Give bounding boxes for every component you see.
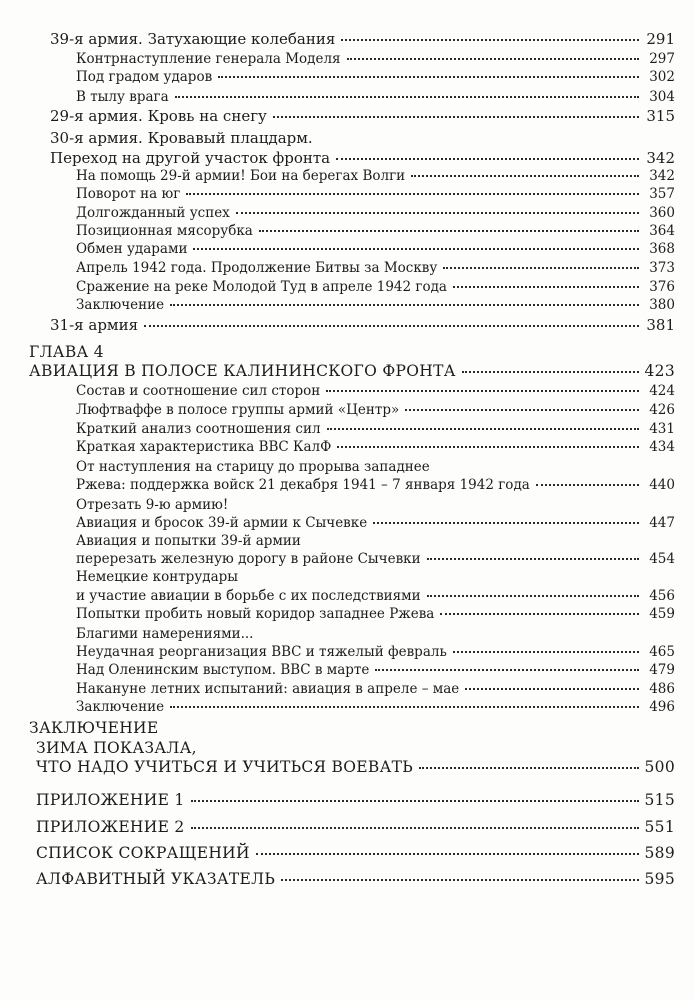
- toc-entry-page: 589: [644, 844, 675, 862]
- toc-entry: [76, 299, 675, 313]
- toc-entry-page: 595: [644, 870, 675, 888]
- dot-leader: [186, 193, 639, 195]
- dot-leader: [236, 212, 639, 214]
- toc-entry: [76, 701, 675, 715]
- dot-leader: [427, 595, 639, 597]
- toc-entry: [36, 846, 675, 862]
- dot-leader: [326, 390, 639, 392]
- toc-entry: [76, 71, 675, 85]
- dot-leader: [191, 800, 639, 802]
- dot-leader: [170, 304, 639, 306]
- toc-entry-title: Неудачная реорганизация ВВС и тяжелый февраль: [76, 644, 447, 660]
- dot-leader: [336, 158, 639, 160]
- dot-leader: [341, 39, 639, 41]
- toc-entry: [76, 243, 675, 257]
- toc-entry: [76, 404, 675, 418]
- toc-entry-title: Состав и соотношение сил сторон: [76, 383, 321, 399]
- toc-entry-title: 29-я армия. Кровь на снегу: [50, 107, 267, 125]
- dot-leader: [170, 706, 639, 708]
- dot-leader: [465, 688, 639, 690]
- toc-entry: [76, 479, 675, 493]
- toc-entry-page: 456: [649, 588, 675, 604]
- toc-entry-title: АВИАЦИЯ В ПОЛОСЕ КАЛИНИНСКОГО ФРОНТА: [29, 362, 456, 380]
- toc-entry: [76, 53, 675, 67]
- toc-entry: [50, 109, 675, 124]
- toc-entry-page: 423: [644, 362, 675, 380]
- toc-entry-title: ЗИМА ПОКАЗАЛА,: [36, 739, 197, 757]
- toc-entry-title: Краткий анализ соотношения сил: [76, 421, 321, 437]
- toc-entry-title: От наступления на старицу до прорыва западнее: [76, 459, 430, 475]
- toc-entry: [76, 683, 675, 697]
- toc-entry: [36, 760, 675, 776]
- dot-leader: [259, 230, 639, 232]
- toc-entry-page: 304: [649, 89, 675, 105]
- toc-entry-page: 302: [649, 69, 675, 85]
- toc-entry-title: Переход на другой участок фронта: [50, 149, 331, 167]
- dot-leader: [337, 446, 639, 448]
- toc-entry-title: 31-я армия: [50, 316, 139, 334]
- toc-entry-page: 380: [649, 297, 675, 313]
- toc-entry-title: Ржева: поддержка войск 21 декабря 1941 – 7 января 1942 года: [76, 477, 530, 493]
- toc-entry-title: ПРИЛОЖЕНИЕ 1: [36, 791, 185, 809]
- toc-entry-page: 424: [649, 383, 675, 399]
- toc-entry-page: 373: [649, 260, 675, 276]
- toc-entry-page: 434: [649, 439, 675, 455]
- toc-entry-title: Апрель 1942 года. Продолжение Битвы за Москву: [76, 260, 438, 276]
- toc-entry-page: 515: [644, 791, 675, 809]
- dot-leader: [405, 409, 639, 411]
- toc-entry-page: 381: [646, 316, 675, 334]
- dot-leader: [419, 767, 639, 769]
- toc-entry-title: 30-я армия. Кровавый плацдарм.: [50, 129, 313, 147]
- dot-leader: [175, 96, 639, 98]
- toc-entry-title: Позиционная мясорубка: [76, 223, 253, 239]
- toc-entry-title: Авиация и попытки 39-й армии: [76, 533, 301, 549]
- dot-leader: [375, 669, 639, 671]
- toc-entry: [76, 664, 675, 678]
- toc-entry-page: 342: [649, 168, 675, 184]
- toc-entry-title: Благими намерениями...: [76, 626, 254, 642]
- toc-entry-title: Сражение на реке Молодой Туд в апреле 1942 года: [76, 279, 447, 295]
- dot-leader: [347, 58, 639, 60]
- dot-leader: [443, 267, 639, 269]
- toc-entry-page: 459: [649, 606, 675, 622]
- toc-entry-title: Обмен ударами: [76, 241, 188, 257]
- toc-entry: [76, 590, 675, 604]
- toc-entry: [50, 318, 675, 333]
- toc-entry: [76, 517, 675, 531]
- toc-entry-page: 291: [646, 30, 675, 48]
- toc-entry-title: Попытки пробить новый коридор западнее Ржева: [76, 606, 435, 622]
- dot-leader: [440, 613, 639, 615]
- dot-leader: [281, 879, 639, 881]
- toc-entry-title: На помощь 29-й армии! Бои на берегах Волги: [76, 168, 406, 184]
- dot-leader: [536, 484, 639, 486]
- toc-entry-title: Заключение: [76, 297, 165, 313]
- toc-entry: [36, 872, 675, 888]
- toc-entry-title: Контрнаступление генерала Моделя: [76, 51, 341, 67]
- toc-entry-title: Краткая характеристика ВВС КалФ: [76, 439, 332, 455]
- toc-entry-title: ЗАКЛЮЧЕНИЕ: [29, 719, 159, 737]
- toc-entry: [76, 91, 675, 105]
- toc-entry-page: 500: [644, 758, 675, 776]
- toc-entry-page: 447: [649, 515, 675, 531]
- toc-entry-page: 364: [649, 223, 675, 239]
- toc-entry: [76, 553, 675, 567]
- dot-leader: [462, 371, 639, 373]
- toc-entry-title: Заключение: [76, 699, 165, 715]
- toc-entry-page: 376: [649, 279, 675, 295]
- toc-entry-title: СПИСОК СОКРАЩЕНИЙ: [36, 844, 250, 862]
- toc-entry-page: 486: [649, 681, 675, 697]
- toc-entry: [76, 170, 675, 184]
- dot-leader: [373, 522, 639, 524]
- toc-entry: [76, 423, 675, 437]
- toc-entry-page: 551: [644, 818, 675, 836]
- dot-leader: [453, 286, 639, 288]
- toc-entry: [76, 262, 675, 276]
- toc-entry: [76, 385, 675, 399]
- dot-leader: [411, 175, 639, 177]
- toc-entry-page: 465: [649, 644, 675, 660]
- toc-entry-page: 454: [649, 551, 675, 567]
- toc-entry-title: Под градом ударов: [76, 69, 213, 85]
- toc-entry: [29, 364, 675, 380]
- dot-leader: [453, 651, 639, 653]
- toc-entry-page: 426: [649, 402, 675, 418]
- dot-leader: [218, 76, 639, 78]
- toc-entry-title: и участие авиации в борьбе с их последствиями: [76, 588, 421, 604]
- toc-entry-page: 431: [649, 421, 675, 437]
- dot-leader: [273, 116, 639, 118]
- dot-leader: [193, 248, 639, 250]
- toc-entry-page: 440: [649, 477, 675, 493]
- toc-entry-title: Авиация и бросок 39-й армии к Сычевке: [76, 515, 368, 531]
- dot-leader: [191, 827, 639, 829]
- dot-leader: [144, 325, 639, 327]
- toc-entry-title: перерезать железную дорогу в районе Сычевки: [76, 551, 421, 567]
- dot-leader: [427, 558, 639, 560]
- toc-entry: [50, 32, 675, 47]
- toc-entry-page: 360: [649, 205, 675, 221]
- toc-entry-page: 479: [649, 662, 675, 678]
- toc-entry-title: Люфтваффе в полосе группы армий «Центр»: [76, 402, 400, 418]
- toc-entry-page: 496: [649, 699, 675, 715]
- toc-entry: [76, 281, 675, 295]
- toc-entry: [36, 793, 675, 809]
- toc-entry-page: 297: [649, 51, 675, 67]
- toc-entry-title: АЛФАВИТНЫЙ УКАЗАТЕЛЬ: [36, 870, 276, 888]
- dot-leader: [256, 853, 639, 855]
- toc-entry: [76, 207, 675, 221]
- toc-entry-page: 357: [649, 186, 675, 202]
- toc-entry: [76, 225, 675, 239]
- toc-entry-title: 39-я армия. Затухающие колебания: [50, 30, 336, 48]
- toc-entry: [76, 441, 675, 455]
- toc-entry-title: В тылу врага: [76, 89, 169, 105]
- toc-entry-title: ЧТО НАДО УЧИТЬСЯ И УЧИТЬСЯ ВОЕВАТЬ: [36, 758, 413, 776]
- toc-entry-title: ПРИЛОЖЕНИЕ 2: [36, 818, 185, 836]
- chapter-label: ГЛАВА 4: [29, 343, 104, 361]
- toc-entry-title: Накануне летних испытаний: авиация в апреле – мае: [76, 681, 460, 697]
- toc-entry: [36, 820, 675, 836]
- toc-entry: [76, 188, 675, 202]
- toc-entry: [50, 151, 675, 166]
- toc-entry-page: 368: [649, 241, 675, 257]
- dot-leader: [327, 428, 639, 430]
- toc-entry-title: Долгожданный успех: [76, 205, 230, 221]
- toc-entry-title: Немецкие контрудары: [76, 569, 239, 585]
- toc-entry-title: Поворот на юг: [76, 186, 181, 202]
- toc-entry-page: 315: [646, 107, 675, 125]
- toc-entry: [76, 646, 675, 660]
- toc-entry-title: Отрезать 9-ю армию!: [76, 497, 229, 513]
- toc-entry: [76, 608, 675, 622]
- toc-entry-title: Над Оленинским выступом. ВВС в марте: [76, 662, 370, 678]
- toc-entry-page: 342: [646, 149, 675, 167]
